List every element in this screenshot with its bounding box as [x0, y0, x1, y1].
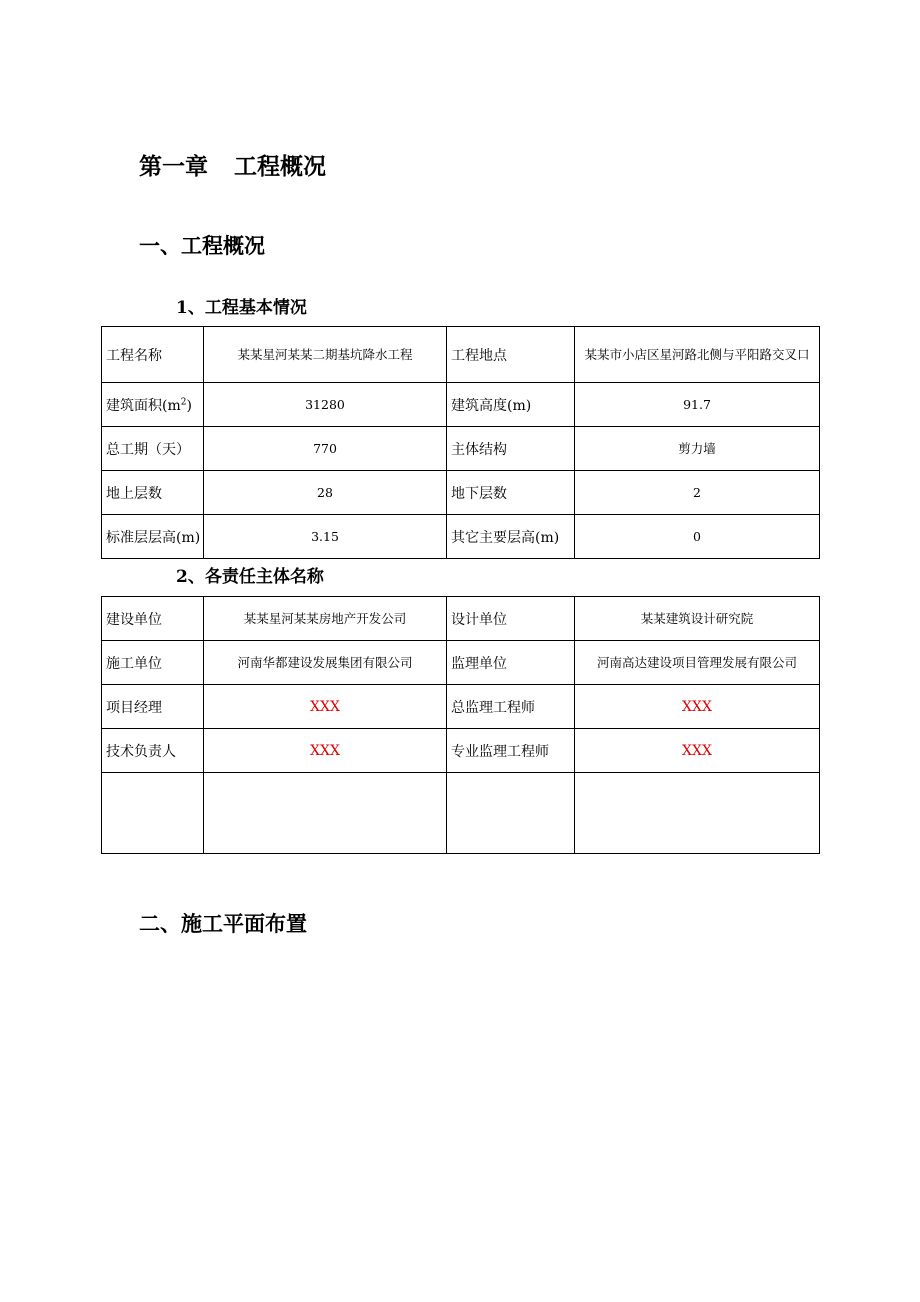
label-standard-floor-height: 标准层层高(m)	[102, 515, 204, 559]
label-project-name: 工程名称	[102, 327, 204, 383]
table-row-empty	[102, 773, 820, 854]
section-title-overview: 一、工程概况	[139, 234, 265, 258]
value-building-height: 91.7	[575, 383, 820, 427]
value-project-manager: XXX	[204, 685, 447, 729]
label-total-duration: 总工期（天）	[102, 427, 204, 471]
table-row	[102, 471, 820, 515]
subsection-title-parties: 2、各责任主体名称	[176, 567, 324, 587]
label-building-area-close: )	[186, 397, 192, 414]
chapter-name: 工程概况	[234, 154, 326, 180]
table-row	[102, 685, 820, 729]
label-building-area	[102, 383, 204, 427]
label-floors-above: 地上层数	[102, 471, 204, 515]
value-designer: 某某建筑设计研究院	[575, 597, 820, 641]
table-row	[102, 383, 820, 427]
label-building-area-sup: 2	[180, 396, 187, 407]
value-building-area: 31280	[204, 383, 447, 427]
value-standard-floor-height: 3.15	[204, 515, 447, 559]
value-total-duration: 770	[204, 427, 447, 471]
value-chief-supervising-engineer: XXX	[575, 685, 820, 729]
table-row	[102, 427, 820, 471]
parties-table	[101, 596, 820, 854]
value-project-name: 某某星河某某二期基坑降水工程	[204, 327, 447, 383]
label-chief-supervising-engineer: 总监理工程师	[447, 685, 575, 729]
value-other-floor-height: 0	[575, 515, 820, 559]
table-row	[102, 729, 820, 773]
empty-cell	[447, 773, 575, 854]
label-building-height: 建筑高度(m)	[447, 383, 575, 427]
value-floors-below: 2	[575, 471, 820, 515]
label-project-location: 工程地点	[447, 327, 575, 383]
table-row	[102, 515, 820, 559]
label-designer: 设计单位	[447, 597, 575, 641]
value-floors-above: 28	[204, 471, 447, 515]
value-developer: 某某星河某某房地产开发公司	[204, 597, 447, 641]
value-contractor: 河南华都建设发展集团有限公司	[204, 641, 447, 685]
chapter-title	[139, 150, 326, 184]
table-row	[102, 597, 820, 641]
label-developer: 建设单位	[102, 597, 204, 641]
label-technical-lead: 技术负责人	[102, 729, 204, 773]
label-other-floor-height: 其它主要层高(m)	[447, 515, 575, 559]
value-supervisor: 河南高达建设项目管理发展有限公司	[575, 641, 820, 685]
empty-cell	[204, 773, 447, 854]
subsection-title-basic-info: 1、工程基本情况	[176, 298, 307, 318]
empty-cell	[102, 773, 204, 854]
table-row	[102, 641, 820, 685]
value-specialist-supervising-engineer: XXX	[575, 729, 820, 773]
label-contractor: 施工单位	[102, 641, 204, 685]
table-row	[102, 327, 820, 383]
value-project-location: 某某市小店区星河路北侧与平阳路交叉口	[575, 327, 820, 383]
label-building-area-text: 建筑面积(m	[106, 397, 181, 414]
value-main-structure: 剪力墙	[575, 427, 820, 471]
section-title-site-layout: 二、施工平面布置	[139, 912, 307, 936]
empty-cell	[575, 773, 820, 854]
chapter-number: 第一章	[139, 154, 208, 180]
label-main-structure: 主体结构	[447, 427, 575, 471]
label-supervisor: 监理单位	[447, 641, 575, 685]
label-project-manager: 项目经理	[102, 685, 204, 729]
label-floors-below: 地下层数	[447, 471, 575, 515]
value-technical-lead: XXX	[204, 729, 447, 773]
basic-info-table	[101, 326, 820, 559]
label-specialist-supervising-engineer: 专业监理工程师	[447, 729, 575, 773]
